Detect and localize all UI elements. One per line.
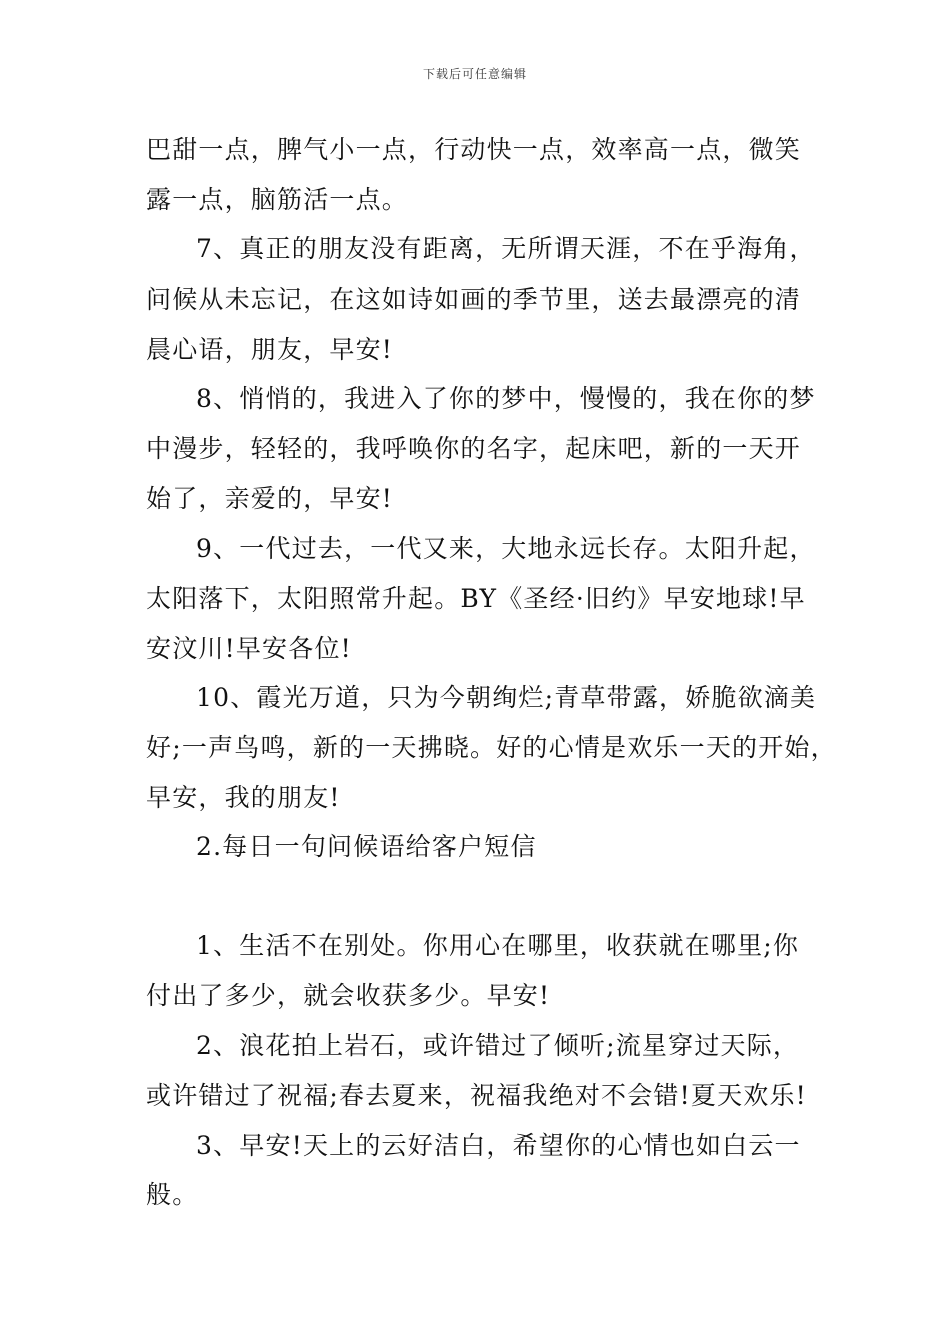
text-line: 8、悄悄的，我进入了你的梦中，慢慢的，我在你的梦 xyxy=(196,384,816,413)
text-line: 或许错过了祝福;春去夏来，祝福我绝对不会错!夏天欢乐! xyxy=(146,1081,807,1110)
text-line: 晨心语，朋友，早安! xyxy=(146,335,394,364)
text-line: 好;一声鸟鸣，新的一天拂晓。好的心情是欢乐一天的开始， xyxy=(146,733,837,762)
text-line: 安汶川!早安各位! xyxy=(146,634,352,663)
text-line: 始了，亲爱的，早安! xyxy=(146,484,394,513)
text-line: 问候从未忘记，在这如诗如画的季节里，送去最漂亮的清 xyxy=(146,285,802,314)
text-line: 付出了多少，就会收获多少。早安! xyxy=(146,981,551,1010)
page-header-note: 下载后可任意编辑 xyxy=(422,67,527,81)
text-line: 巴甜一点，脾气小一点，行动快一点，效率高一点，微笑 xyxy=(146,135,802,164)
text-line: 中漫步，轻轻的，我呼唤你的名字，起床吧，新的一天开 xyxy=(146,434,802,463)
text-line: 1、生活不在别处。你用心在哪里，收获就在哪里;你 xyxy=(196,931,800,960)
section-heading: 2.每日一句问候语给客户短信 xyxy=(196,832,537,861)
text-line: 太阳落下，太阳照常升起。BY《圣经·旧约》早安地球!早 xyxy=(146,584,806,613)
text-line: 10、霞光万道，只为今朝绚烂;青草带露，娇脆欲滴美 xyxy=(196,683,817,712)
text-line: 9、一代过去，一代又来，大地永远长存。太阳升起， xyxy=(196,534,816,563)
text-line: 般。 xyxy=(146,1180,199,1209)
text-line: 早安，我的朋友! xyxy=(146,783,341,812)
text-line: 3、早安!天上的云好洁白，希望你的心情也如白云一 xyxy=(196,1131,801,1160)
text-line: 7、真正的朋友没有距离，无所谓天涯，不在乎海角， xyxy=(196,234,816,263)
text-line: 2、浪花拍上岩石，或许错过了倾听;流星穿过天际， xyxy=(196,1031,800,1060)
text-line: 露一点，脑筋活一点。 xyxy=(146,185,409,214)
